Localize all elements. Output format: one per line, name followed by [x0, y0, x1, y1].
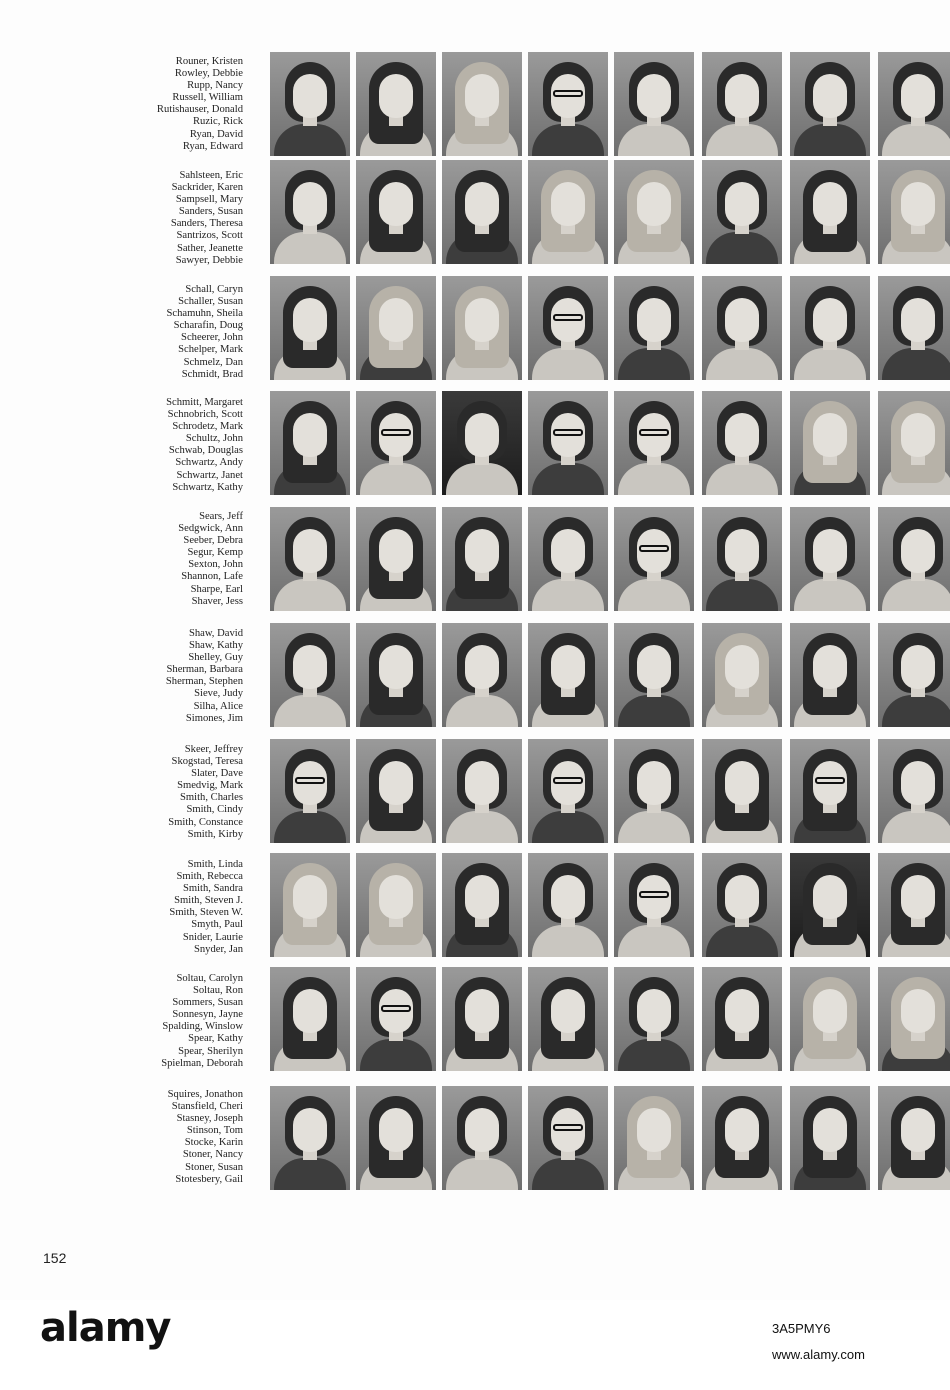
student-name: Sieve, Judy	[194, 688, 243, 700]
student-name: Schultz, John	[185, 433, 243, 445]
student-name: Sommers, Susan	[172, 997, 243, 1009]
student-portrait	[790, 739, 870, 843]
student-portrait	[614, 739, 694, 843]
student-portrait	[442, 507, 522, 611]
student-name: Schwartz, Kathy	[172, 481, 243, 493]
name-list	[60, 511, 243, 608]
student-portrait	[356, 739, 436, 843]
student-name: Schwab, Douglas	[168, 445, 243, 457]
student-portrait	[528, 1086, 608, 1190]
student-name: Stinson, Tom	[186, 1125, 243, 1137]
student-name: Smith, Sandra	[182, 883, 243, 895]
student-name: Sherman, Barbara	[166, 664, 243, 676]
image-code: 3A5PMY6	[772, 1321, 831, 1336]
student-name: Sahlsteen, Eric	[179, 170, 243, 181]
name-list	[60, 973, 243, 1070]
student-portrait	[614, 160, 694, 264]
student-portrait	[702, 507, 782, 611]
student-portrait	[270, 853, 350, 957]
student-name: Spear, Sherilyn	[178, 1045, 243, 1057]
student-portrait	[702, 160, 782, 264]
name-list	[60, 56, 243, 153]
student-name: Smith, Steven W.	[169, 907, 243, 919]
student-name: Smith, Cindy	[186, 804, 243, 816]
student-portrait	[614, 1086, 694, 1190]
student-portrait	[878, 276, 950, 380]
student-portrait	[878, 853, 950, 957]
student-name: Schwartz, Andy	[175, 457, 243, 469]
student-portrait	[528, 391, 608, 495]
student-name: Silha, Alice	[193, 700, 243, 712]
student-portrait	[878, 739, 950, 843]
student-name: Sampsell, Mary	[175, 194, 243, 206]
student-name: Simones, Jim	[185, 712, 243, 724]
portrait-row	[262, 1086, 950, 1190]
student-portrait	[878, 1086, 950, 1190]
student-name: Skeer, Jeffrey	[184, 744, 243, 755]
student-portrait	[270, 276, 350, 380]
student-portrait	[790, 507, 870, 611]
student-name: Schmelz, Dan	[183, 356, 243, 368]
student-name: Schall, Caryn	[185, 284, 243, 295]
student-portrait	[878, 967, 950, 1071]
student-name: Rouner, Kristen	[175, 56, 243, 67]
student-name: Sather, Jeanette	[176, 242, 243, 254]
student-name: Smith, Constance	[168, 816, 243, 828]
student-name: Snyder, Jan	[193, 943, 243, 955]
student-portrait	[442, 391, 522, 495]
student-name: Ryan, David	[189, 128, 243, 140]
student-name: Skogstad, Teresa	[171, 756, 243, 768]
student-portrait	[790, 52, 870, 156]
student-name: Sanders, Susan	[178, 206, 243, 218]
student-name: Russell, William	[172, 92, 243, 104]
student-name: Spear, Kathy	[188, 1033, 243, 1045]
student-name: Shannon, Lafe	[181, 571, 243, 583]
student-name: Smyth, Paul	[191, 919, 243, 931]
student-portrait	[270, 967, 350, 1071]
student-name: Schamuhn, Sheila	[166, 308, 243, 320]
student-name: Smith, Steven J.	[174, 895, 243, 907]
student-portrait	[528, 276, 608, 380]
student-portrait	[356, 276, 436, 380]
student-name: Sackrider, Karen	[171, 182, 243, 194]
name-list	[60, 397, 243, 494]
student-portrait	[878, 52, 950, 156]
student-name: Ruzic, Rick	[192, 116, 243, 128]
student-portrait	[528, 853, 608, 957]
student-portrait	[356, 967, 436, 1071]
student-name: Shelley, Guy	[188, 652, 243, 664]
name-list	[60, 628, 243, 725]
student-portrait	[270, 739, 350, 843]
student-name: Soltau, Ron	[192, 985, 243, 997]
portrait-row	[262, 52, 950, 156]
name-list	[60, 284, 243, 381]
student-portrait	[702, 623, 782, 727]
student-portrait	[442, 52, 522, 156]
student-name: Sawyer, Debbie	[175, 254, 243, 266]
student-portrait	[528, 739, 608, 843]
student-name: Stoner, Susan	[185, 1161, 243, 1173]
student-portrait	[702, 52, 782, 156]
student-name: Spalding, Winslow	[162, 1021, 243, 1033]
student-portrait	[790, 1086, 870, 1190]
student-portrait	[442, 1086, 522, 1190]
student-name: Squires, Jonathon	[167, 1089, 243, 1100]
student-portrait	[878, 391, 950, 495]
student-name: Sherman, Stephen	[165, 676, 243, 688]
student-name: Rupp, Nancy	[187, 80, 243, 92]
student-portrait	[614, 623, 694, 727]
student-name: Smedvig, Mark	[177, 780, 243, 792]
student-name: Stotesbery, Gail	[175, 1173, 243, 1185]
student-name: Scheerer, John	[181, 332, 243, 344]
student-name: Schmitt, Margaret	[166, 397, 243, 408]
student-portrait	[442, 853, 522, 957]
student-portrait	[270, 160, 350, 264]
student-name: Spielman, Deborah	[161, 1057, 243, 1069]
student-name: Shaw, David	[188, 628, 243, 639]
student-name: Shaw, Kathy	[188, 640, 243, 652]
student-portrait	[356, 623, 436, 727]
student-portrait	[878, 623, 950, 727]
alamy-logo: alamy	[40, 1305, 171, 1351]
student-name: Schmidt, Brad	[181, 368, 243, 380]
student-name: Stasney, Joseph	[176, 1113, 243, 1125]
student-portrait	[614, 853, 694, 957]
portrait-row	[262, 276, 950, 380]
student-portrait	[442, 623, 522, 727]
student-name: Santrizos, Scott	[176, 230, 243, 242]
name-list	[60, 1089, 243, 1186]
portrait-row	[262, 623, 950, 727]
student-portrait	[270, 391, 350, 495]
portrait-row	[262, 967, 950, 1071]
student-name: Ryan, Edward	[182, 140, 243, 152]
student-name: Sharpe, Earl	[190, 583, 243, 595]
page-number: 152	[43, 1250, 67, 1266]
student-portrait	[790, 276, 870, 380]
student-portrait	[528, 507, 608, 611]
student-portrait	[702, 391, 782, 495]
student-portrait	[528, 967, 608, 1071]
student-portrait	[614, 967, 694, 1071]
name-list	[60, 744, 243, 841]
portrait-row	[262, 391, 950, 495]
student-name: Smith, Kirby	[187, 828, 243, 840]
student-portrait	[790, 853, 870, 957]
student-portrait	[790, 967, 870, 1071]
student-portrait	[614, 391, 694, 495]
student-name: Sonnesyn, Jayne	[172, 1009, 243, 1021]
student-name: Snider, Laurie	[182, 931, 243, 943]
student-portrait	[270, 507, 350, 611]
student-name: Schelper, Mark	[178, 344, 243, 356]
student-portrait	[356, 507, 436, 611]
student-portrait	[528, 52, 608, 156]
student-portrait	[442, 160, 522, 264]
student-portrait	[356, 160, 436, 264]
student-name: Rowley, Debbie	[174, 68, 243, 80]
student-portrait	[878, 507, 950, 611]
portrait-row	[262, 853, 950, 957]
student-name: Slater, Dave	[191, 768, 243, 780]
student-name: Rutishauser, Donald	[156, 104, 243, 116]
student-name: Stocke, Karin	[184, 1137, 243, 1149]
student-name: Sexton, John	[188, 559, 243, 571]
student-portrait	[878, 160, 950, 264]
student-name: Seeber, Debra	[183, 535, 243, 547]
student-portrait	[356, 52, 436, 156]
watermark-url: www.alamy.com	[772, 1347, 865, 1362]
student-portrait	[528, 623, 608, 727]
student-portrait	[442, 739, 522, 843]
student-portrait	[702, 853, 782, 957]
student-name: Schrodetz, Mark	[172, 421, 243, 433]
student-name: Schnobrich, Scott	[167, 409, 243, 421]
portrait-row	[262, 739, 950, 843]
student-portrait	[356, 1086, 436, 1190]
student-name: Smith, Rebecca	[176, 871, 243, 883]
student-portrait	[270, 1086, 350, 1190]
student-portrait	[702, 276, 782, 380]
student-name: Scharafin, Doug	[173, 320, 243, 332]
student-portrait	[270, 623, 350, 727]
student-name: Sedgwick, Ann	[178, 523, 243, 535]
student-portrait	[702, 967, 782, 1071]
student-name: Smith, Charles	[180, 792, 243, 804]
student-portrait	[702, 1086, 782, 1190]
student-portrait	[270, 52, 350, 156]
student-name: Sears, Jeff	[199, 511, 243, 522]
student-name: Soltau, Carolyn	[176, 973, 243, 984]
name-list	[60, 170, 243, 267]
student-portrait	[356, 853, 436, 957]
student-portrait	[790, 391, 870, 495]
student-portrait	[442, 967, 522, 1071]
student-name: Smith, Linda	[187, 859, 243, 870]
student-portrait	[356, 391, 436, 495]
student-portrait	[702, 739, 782, 843]
student-name: Schwartz, Janet	[176, 469, 243, 481]
portrait-row	[262, 507, 950, 611]
student-portrait	[528, 160, 608, 264]
student-portrait	[790, 160, 870, 264]
student-portrait	[442, 276, 522, 380]
student-name: Segur, Kemp	[187, 547, 243, 559]
student-name: Shaver, Jess	[191, 595, 243, 607]
student-portrait	[614, 52, 694, 156]
student-portrait	[614, 276, 694, 380]
name-list	[60, 859, 243, 956]
portrait-row	[262, 160, 950, 264]
student-name: Sanders, Theresa	[170, 218, 243, 230]
student-name: Stansfield, Cheri	[171, 1101, 243, 1113]
student-name: Schaller, Susan	[178, 296, 243, 308]
student-name: Stoner, Nancy	[182, 1149, 243, 1161]
student-portrait	[614, 507, 694, 611]
student-portrait	[790, 623, 870, 727]
